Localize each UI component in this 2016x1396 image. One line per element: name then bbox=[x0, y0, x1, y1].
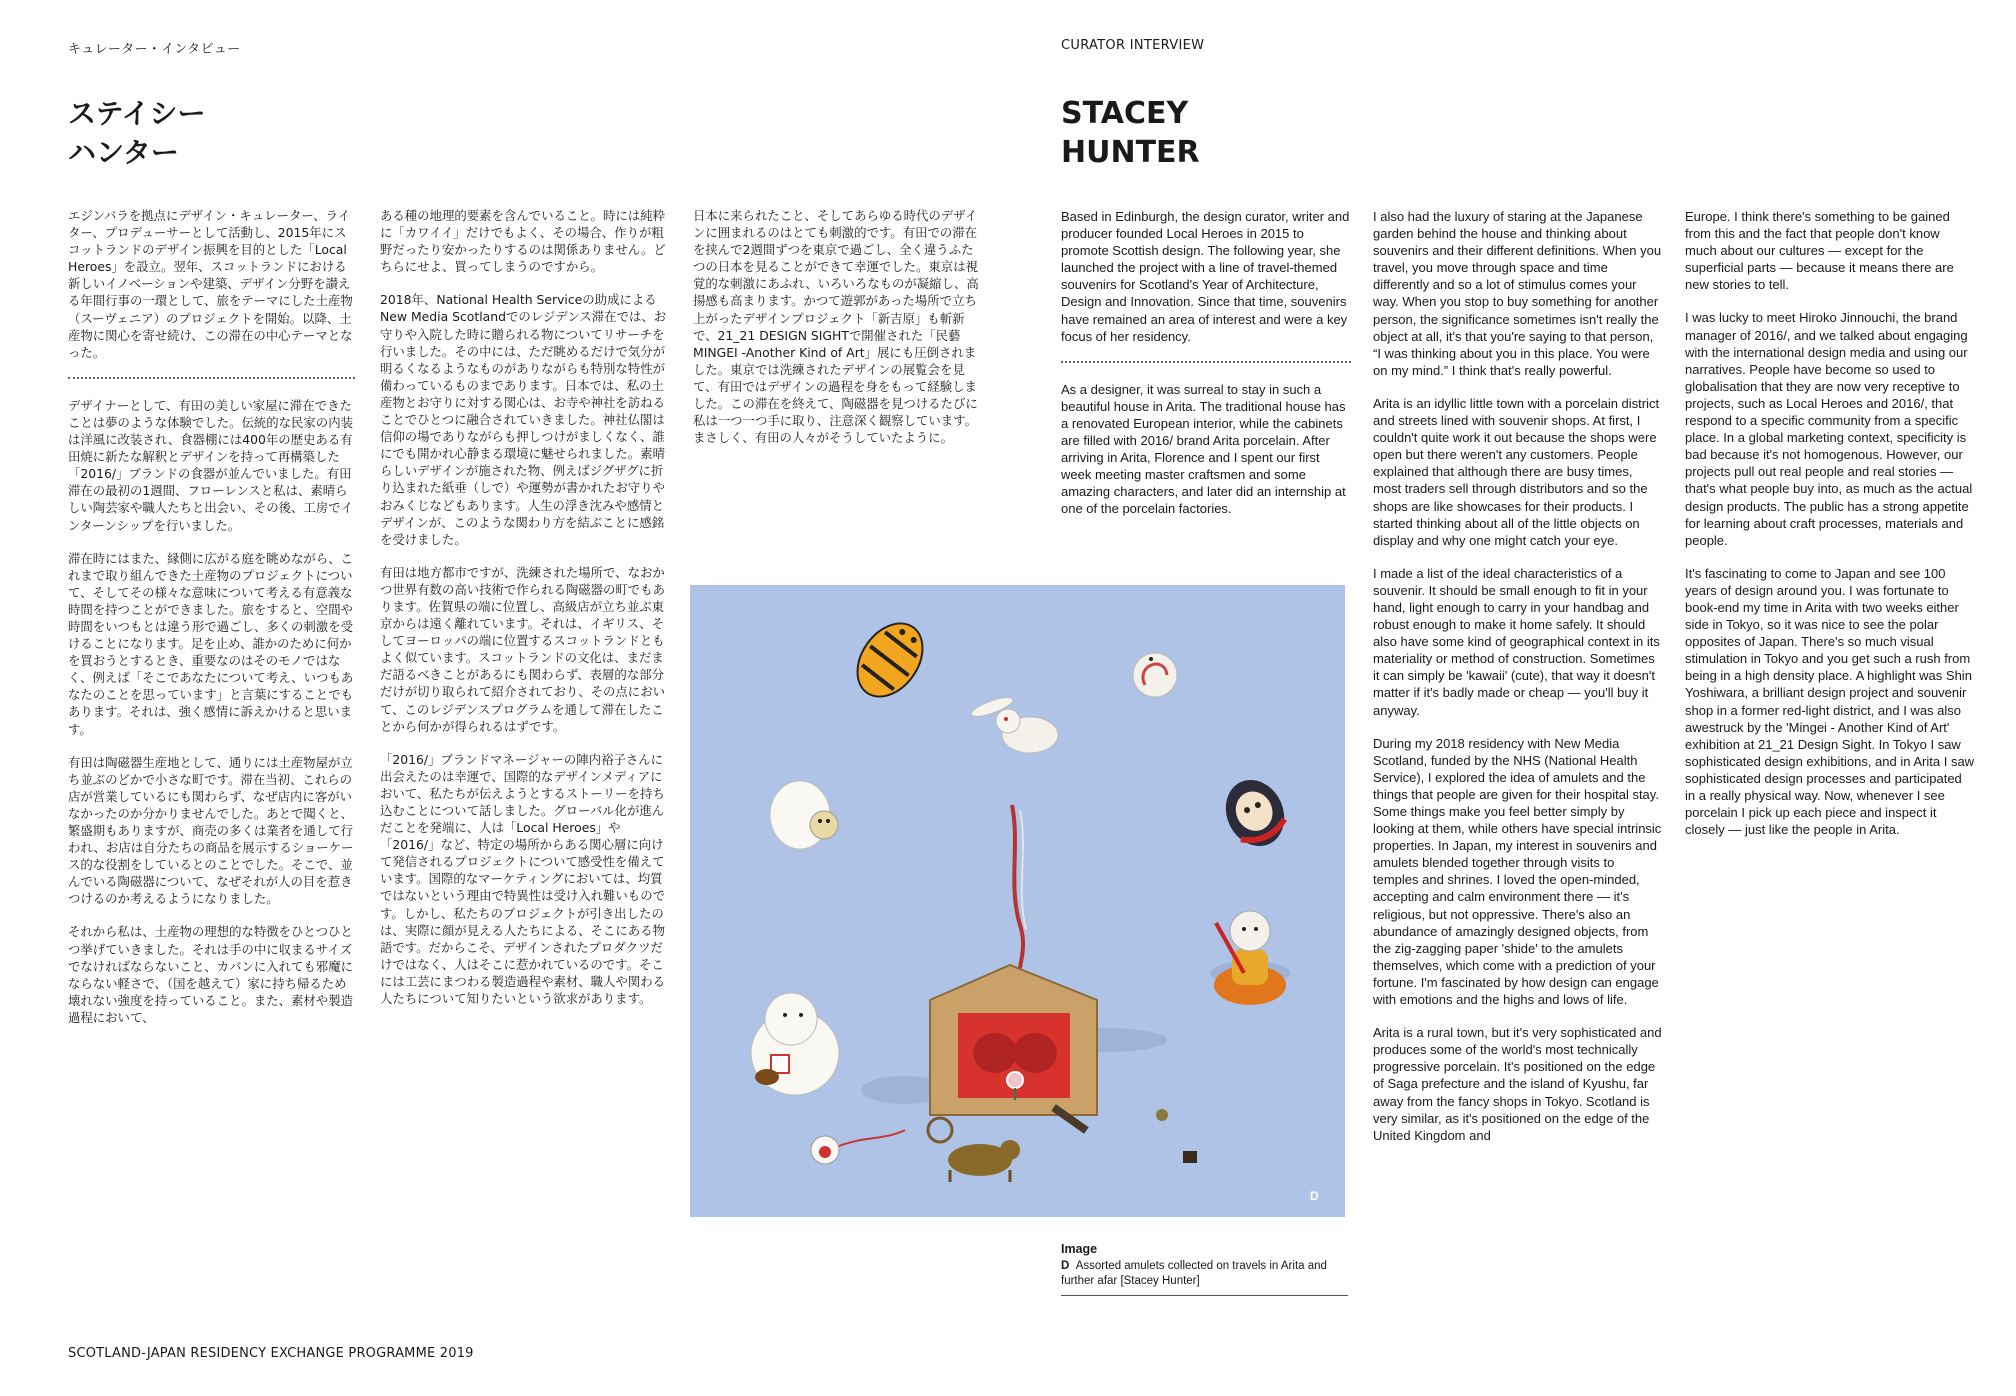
title-en-line1: STACEY bbox=[1061, 96, 1189, 131]
page-footer: SCOTLAND-JAPAN RESIDENCY EXCHANGE PROGRAMME 2019 bbox=[68, 1346, 474, 1361]
snake-figure bbox=[1133, 653, 1177, 697]
page-title-ja bbox=[68, 94, 205, 172]
en-c3-p3: It's fascinating to come to Japan and see 100 years of design around you. I was fortunate to book-end my time in Arita with two weeks either side in Tokyo, so it was nice to see the polar opposites of Japan. There's so much visual stimulation in Tokyo and you get such a rush from being in a high density place. A highlight was Shin Yoshiwara, a brilliant design project and souvenir shop in a former red-light district, and I was also awestruck by the 'Mingei - Another Kind of Art' exhibition at 21_21 Design Sight. In Tokyo I saw sophisticated design exhibitions, and in Arita I saw sophisticated design processes and participated in a really physical way. Now, whenever I see porcelain I pick up each piece and inspect it closely — just like the people in Arita. bbox=[1685, 565, 1975, 838]
en-c2-p4: During my 2018 residency with New Media Scotland, funded by the NHS (National Health Service), I explored the idea of amulets and the things that people are given for their hospital stay. Some things make you feel better simply by looking at them, while others have special intrinsic properties. In Japan, my interest in souvenirs and amulets blended together through visits to temples and shrines. I loved the open-minded, accepting and calm environment there — it's religious, but not oppressive. There's also an abundance of amazingly designed objects, from the zig-zagging paper 'shide' to the amulets themselves, which come with a prediction of your fortune. I'm fascinated by how design can engage with emotions and the highs and lows of life. bbox=[1373, 735, 1662, 1008]
caption-heading: Image bbox=[1061, 1242, 1098, 1256]
ja-column-1 bbox=[68, 207, 355, 1042]
en-c1-p1: As a designer, it was surreal to stay in such a beautiful house in Arita. The traditional house has a renovated European interior, while the cabinets are filled with 2016/ brand Arita porcelain. After arriving in Arita, Florence and I spent our first week meeting master craftsmen and some amazing characters, and later did an internship at one of the porcelain factories. bbox=[1061, 381, 1346, 517]
image-caption bbox=[1061, 1242, 1351, 1296]
en-c2-p3: I made a list of the ideal characteristics of a souvenir. It should be small enough to fit in your hand, light enough to carry in your handbag and robust enough to make it home safely. It should also have some kind of geographical context in its materiality or method of construction. Sometimes it can simply be 'kawaii' (cute), that way it doesn't matter if it's badly made or cheap — you'll buy it anyway. bbox=[1373, 565, 1660, 718]
title-en-line2: HUNTER bbox=[1061, 135, 1200, 170]
en-column-3 bbox=[1685, 208, 1975, 854]
title-ja-line1: ステイシー bbox=[68, 97, 206, 130]
ja-column-2 bbox=[380, 207, 667, 1023]
amulets-illustration bbox=[690, 585, 1345, 1217]
ja-c3-p1: 日本に来られたこと、そしてあらゆる時代のデザインに囲まれるのはとても刺激的です。有田での滞在を挟んで2週間ずつを東京で過ごし、全く違うふたつの日本を見ることができて幸運でした。東京は視覚的な刺激にあふれ、いろいろなものが凝縮し、高揚感も高まります。かつて遊郭があった場所で立ち上がったデザインプロジェクト「新吉原」も斬新で、21_21 DESIGN SIGHTで開催された「民藝 MINGEI -Another Kind of Art」展にも圧倒されました。東京では洗練されたデザインの展覧会を見て、有田ではデザインの過程を身をもって経験しました。この滞在を終えて、陶磁器を見つけるたびに私は一つ一つ手に取り、注意深く観察しています。まさしく、有田の人々がそうしていたように。 bbox=[693, 208, 979, 446]
title-ja-line2: ハンター bbox=[68, 136, 179, 169]
ja-c2-p3: 有田は地方都市ですが、洗練された場所で、なおかつ世界有数の高い技術で作られる陶磁器の町でもあります。佐賀県の端に位置し、高級店が立ち並ぶ東京からは遠く離れています。それは、イギリス、そしてヨーロッパの端に位置するスコットランドともよく似ています。スコットランドの文化は、まだまだ語るべきことがあるにも関わらず、表層的な部分だけが切り取られて紹介されており、その点において、このレジデンスプログラムを通して滞在したことから何かが得られるはずです。 bbox=[380, 564, 665, 734]
ja-column-3 bbox=[693, 207, 980, 462]
ja-c1-p1: デザイナーとして、有田の美しい家屋に滞在できたことは夢のような体験でした。伝統的な民家の内装は洋風に改装され、食器棚には400年の歴史ある有田焼に新たな解釈とデザインを持って再構築した「2016/」ブランドの食器が並んでいました。有田滞在の最初の1週間、フローレンスと私は、素晴らしい陶芸家や職人たちと出会い、その後、工房でインターンシップを行いました。 bbox=[68, 397, 353, 533]
en-c2-p1: I also had the luxury of staring at the Japanese garden behind the house and thinking about souvenirs and their different definitions. When you travel, you move through space and time differently and so a lot of stimulus comes your way. When you stop to buy something for another person, the significance sometimes isn't really the object at all, it's that you're saying to that person, “I was thinking about you in this place. You were on my mind.” I think that's really powerful. bbox=[1373, 209, 1662, 378]
image-letter: D bbox=[1310, 1189, 1319, 1203]
ja-c1-p2: 滞在時にはまた、縁側に広がる庭を眺めながら、これまで取り組んできた土産物のプロジェクトについて、そしてその様々な意味について考える有意義な時間を持つことができました。旅をすると、空間や時間をいつもとは違う形で過ごし、多くの刺激を受けることになります。足を止め、誰かのために何かを買おうとするとき、重要なのはそのモノではなく、例えば「そこであなたについて考え、いつもあなたのことを思っています」と言葉にすることでもあります。それは、強く感情に訴えかけると思います。 bbox=[68, 550, 354, 737]
small-bell bbox=[1156, 1109, 1168, 1121]
amulets-photo bbox=[690, 585, 1345, 1217]
ja-c2-p1: ある種の地理的要素を含んでいること。時には純粋に「カワイイ」だけでもよく、その場合、作りが粗野だったり安かったりするのは関係ありません。どちらにせよ、買ってしまうのですから。 bbox=[380, 208, 666, 275]
en-c2-p5: Arita is a rural town, but it's very sophisticated and produces some of the world's most technically progressive porcelain. It's positioned on the edge of Saga prefecture and the island of Kyushu, far away from the fancy shops in Tokyo. Scotland is very similar, as it's positioned on the edge of the United Kingdom and bbox=[1373, 1025, 1662, 1143]
caption-letter: D bbox=[1061, 1260, 1070, 1272]
en-intro-divider bbox=[1061, 361, 1351, 363]
small-charm bbox=[1183, 1151, 1197, 1163]
en-c1-intro: Based in Edinburgh, the design curator, writer and producer founded Local Heroes in 2015 to promote Scottish design. The following year, she launched the project with a line of travel-themed souvenirs for Scotland's Year of Architecture, Design and Innovation. Since that time, souvenirs have remained an area of interest and were a key focus of her residency. bbox=[1061, 209, 1350, 344]
ja-c1-p4: それから私は、土産物の理想的な特徴をひとつひとつ挙げていきました。それは手の中に収まるサイズでなければならないこと、カバンに入れても邪魔にならない軽さで、（国を越えて）家に持ち帰るため壊れない強度を持っていること。また、素材や製造過程において、 bbox=[68, 924, 353, 1025]
running-head-en: CURATOR INTERVIEW bbox=[1061, 38, 1205, 53]
en-c2-p2: Arita is an idyllic little town with a porcelain district and streets lined with souvenir shops. At first, I couldn't quite work it out because the shops were open but there weren't any customers. People explained that although there are busy times, most traders sell through distributors and so the shops are like showcases for their products. I started thinking about all of the little objects on display and why one might catch your eye. bbox=[1373, 395, 1660, 548]
ja-c2-p2: 2018年、National Health Serviceの助成によるNew Media Scotlandでのレジデンス滞在では、お守りや入院した時に贈られる物についてリサーチを行いました。その中には、ただ眺めるだけで気分が明るくなるようなものがありながらも特別な特性が備わっているものまであります。日本では、私の土産物とお守りに対する関心は、お寺や神社を訪ねることでひとつに融合されていきました。神社仏閣は信仰の場でありながらも押しつけがましくなく、誰にでも開かれ心静まる環境に魅せられました。素晴らしいデザインが施された物、例えばジグザグに折り込まれた紙垂（しで）や運勢が書かれたお守りやおみくじなどもあります。人生の浮き沈みや感情とデザインが、このような関わり方を結ぶことに感銘を受けました。 bbox=[380, 292, 667, 547]
ja-c1-intro: エジンバラを拠点にデザイン・キュレーター、ライター、プロデューサーとして活動し、2015年にスコットランドのデザイン振興を目的とした「Local Heroes」を設立。翌年、スコットランドにおける新しいイノベーションや建築、デザイン分野を讃える年間行事の一環として、旅をテーマにした土産物（スーヴェニア）のプロジェクトを開始。以降、土産物に関心を寄せ続け、この滞在の中心テーマとなった。 bbox=[68, 208, 353, 360]
caption-text: Assorted amulets collected on travels in Arita and further afar [Stacey Hunter] bbox=[1061, 1260, 1327, 1287]
page-title-en bbox=[1061, 94, 1200, 172]
ja-c2-p4: 「2016/」ブランドマネージャーの陣内裕子さんに出会えたのは幸運で、国際的なデザインメディアにおいて、私たちが伝えようとするストーリーを持ち込むことについて話しました。グローバル化が進んだことを発端に、人は「Local Heroes」や「2016/」など、特定の場所からある関心層に向けて発信されるプロジェクトについて感受性を備えています。国際的なマーケティングにおいては、均質ではないという理由で特異性は受け入れ難いものです。しかし、私たちのプロジェクトが引き出したのは、実際に顔が見える人たちによる、そこにある物語です。だからこそ、デザインされたプロダクツだけではなく、人はそこに惹かれているのです。そこには工芸にまつわる製造過程や素材、職人や関わる人たちについて知りたいという欲求があります。 bbox=[380, 751, 665, 1007]
en-column-2 bbox=[1373, 208, 1663, 1160]
caption-rule bbox=[1061, 1295, 1348, 1296]
en-c3-p2: I was lucky to meet Hiroko Jinnouchi, the brand manager of 2016/, and we talked about engaging with the international design media and using our narratives. People have become so used to globalisation that they are now very receptive to projects, such as Local Heroes and 2016/, that respond to a specific community from a specific place. In a global marketing context, specificity is bad because it's not homogenous. However, our projects pull out real people and real stories — that's what people buy into, as much as the actual design products. The public has a strong appetite for learning about craft processes, materials and people. bbox=[1685, 310, 1973, 548]
en-c3-p1: Europe. I think there's something to be gained from this and the fact that people don't know much about our cultures — except for the superficial parts — because it means there are new stories to tell. bbox=[1685, 209, 1954, 293]
intro-divider bbox=[68, 377, 355, 379]
ja-c1-p3: 有田は陶磁器生産地として、通りには土産物屋が立ち並ぶのどかで小さな町です。滞在当初、これらの店が営業しているにも関わらず、なぜ店内に客がいなかったのか分かりませんでした。あとで聞くと、繁盛期もありますが、商売の多くは業者を通して行われ、お店は自分たちの商品を展示するショーケース的な役割をしているとのことでした。そこで、並んでいる陶磁器について、なぜそれが人の目を惹きつけるのか考えるようになりました。 bbox=[68, 754, 354, 907]
running-head-ja: キュレーター・インタビュー bbox=[68, 42, 241, 57]
en-column-1 bbox=[1061, 208, 1351, 534]
